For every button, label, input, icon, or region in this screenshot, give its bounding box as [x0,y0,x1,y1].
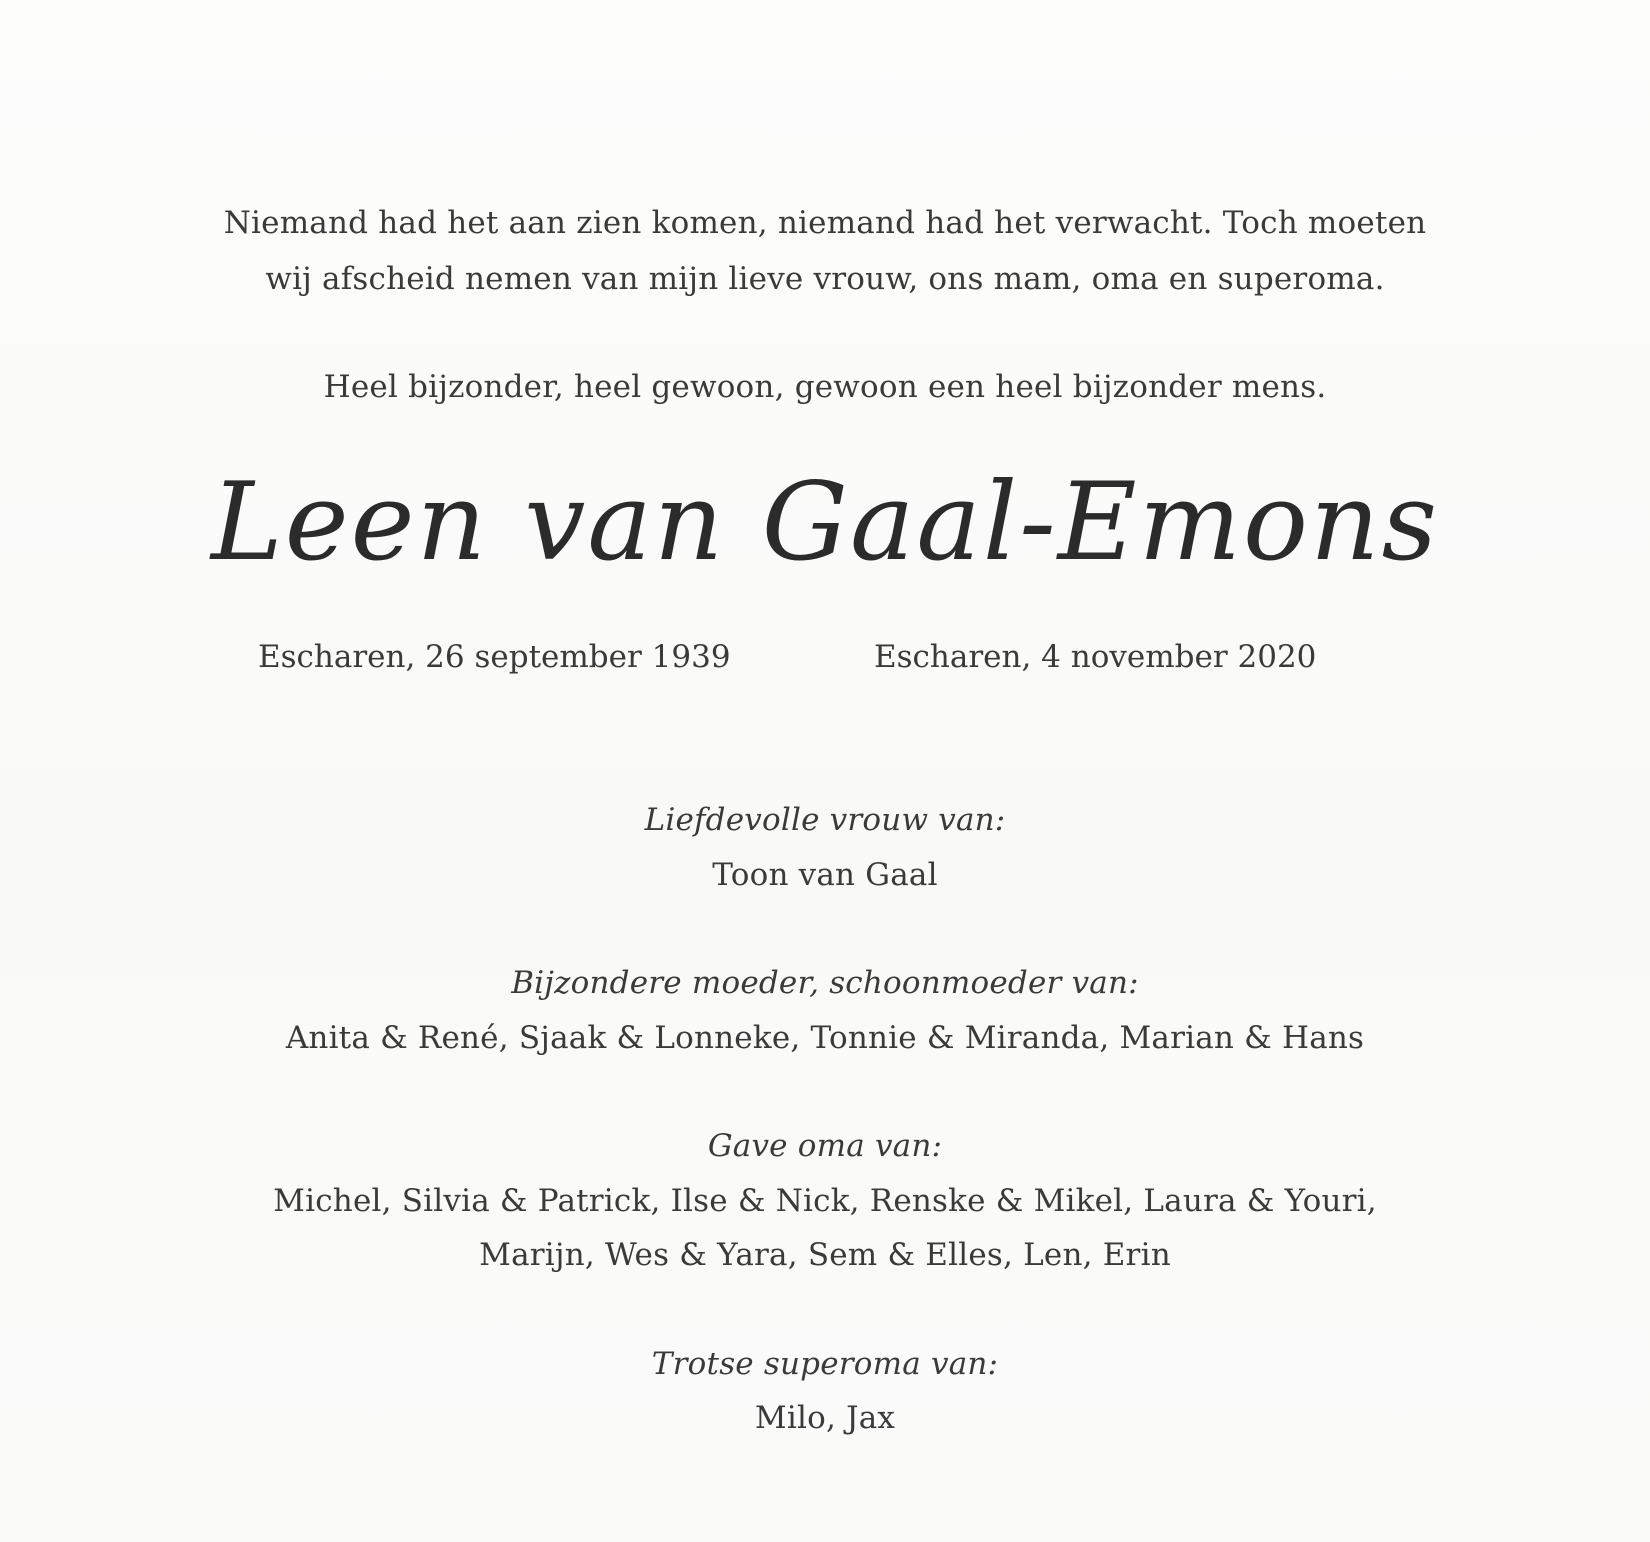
grandchildren-heading: Gave oma van: [707,1128,943,1164]
children-names: Anita & René, Sjaak & Lonneke, Tonnie & Miranda, Marian & Hans [285,1020,1365,1056]
birth-date: Escharen, 26 september 1939 [258,639,731,675]
great-grandchildren-heading: Trotse superoma van: [651,1346,999,1382]
intro-line-2: wij afscheid nemen van mijn lieve vrouw, ons mam, oma en superoma. [265,261,1385,297]
quote: Heel bijzonder, heel gewoon, gewoon een heel bijzonder mens. [323,369,1327,405]
grandchildren-names-line-1: Michel, Silvia & Patrick, Ilse & Nick, Renske & Mikel, Laura & Youri, [273,1183,1377,1219]
spouse-heading: Liefdevolle vrouw van: [644,802,1006,838]
grandchildren-names-line-2: Marijn, Wes & Yara, Sem & Elles, Len, Erin [479,1237,1171,1273]
spouse-name: Toon van Gaal [712,857,938,893]
children-heading: Bijzondere moeder, schoonmoeder van: [511,965,1139,1001]
deceased-name-signature: Leen van Gaal-Emons [210,460,1440,585]
intro-line-1: Niemand had het aan zien komen, niemand had het verwacht. Toch moeten [223,205,1427,241]
great-grandchildren-names: Milo, Jax [754,1400,896,1436]
death-date: Escharen, 4 november 2020 [874,639,1317,675]
